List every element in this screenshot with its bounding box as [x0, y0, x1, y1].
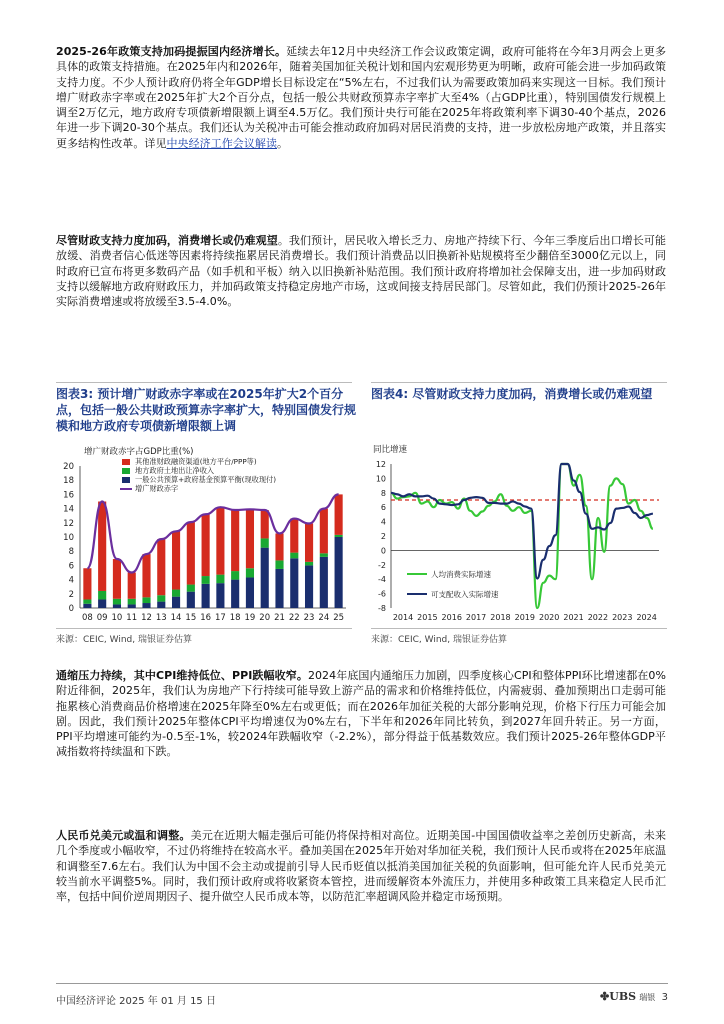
chart3-bar-land — [142, 597, 150, 603]
chart3-bar-land — [113, 599, 121, 605]
chart3-xtick-label: 18 — [229, 613, 241, 623]
chart3-bar-quasi-fiscal — [261, 510, 269, 538]
chart3-ytick-label: 18 — [63, 476, 74, 487]
paragraph-policy-support — [56, 44, 666, 151]
chart3-bar-budget — [142, 603, 150, 608]
chart3-bar-budget — [275, 569, 283, 608]
chart3-bar-land — [305, 562, 313, 566]
footer-publication: 中国经济评论 2025 年 01 月 15 日 — [56, 996, 216, 1007]
footer-right — [600, 990, 668, 1003]
figure3-title: 图表3: 预计增广财政赤字率或在2025年扩大2个百分点，包括一般公共财政预算赤字率扩大，特别国债发行规模和地方政府专项债新增限额上调 — [56, 387, 357, 433]
chart3-bar-budget — [83, 604, 91, 608]
figure4-top-rule — [371, 382, 667, 383]
chart4-ytick-label: 2 — [380, 532, 386, 541]
chart3-bar-quasi-fiscal — [187, 522, 195, 584]
paragraph-end: 。 — [277, 136, 289, 150]
chart4-xtick-label: 2018 — [490, 613, 511, 622]
chart3-bar-land — [83, 599, 91, 603]
chart4-legend-label: 可支配收入实际增速 — [431, 590, 499, 599]
chart3-ytick-label: 20 — [63, 462, 74, 472]
ceconomic-conference-link[interactable]: 中央经济工作会议解读 — [166, 136, 277, 150]
chart3-ytick-label: 0 — [68, 604, 74, 614]
figure4-title: 图表4: 尽管财政支持力度加码，消费增长或仍难观望 — [371, 387, 653, 401]
chart3-legend-label: 地方政府土地出让净收入 — [135, 466, 215, 475]
chart3-bar-budget — [202, 584, 210, 608]
chart3-xtick-label: 25 — [333, 613, 345, 623]
chart4-line-consumption — [391, 464, 653, 608]
chart3-bar-land — [320, 553, 328, 557]
chart3-xtick-label: 12 — [141, 613, 152, 623]
chart3-xtick-label: 11 — [126, 613, 138, 623]
chart3-xtick-label: 16 — [200, 613, 212, 623]
chart3-bar-land — [216, 575, 224, 584]
chart3-ytick-label: 14 — [63, 504, 74, 515]
paragraph-body: 。我们预计，居民收入增长乏力、房地产持续下行、今年三季度后出口增长可能放缓、消费者信心低迷等因素将持续拖累居民消费增长。我们预计消费品以旧换新补贴规模将至少翻倍至3000亿元以上，同时政府已宣布将更多数码产品（如手机和平板）纳入以旧换新补贴范围。我们预计政府将增加社会保障支出，进一步加码财政支持以缓解地方政府财政压力，并加码政策支持稳定房地产市场，这或间接支持居民部门。尽管如此，我们仍预计2025-26年实际消费增速或将放缓至3.5-4.0%。 — [56, 234, 667, 309]
chart3-legend-swatch — [122, 459, 130, 465]
chart3-bar-quasi-fiscal — [231, 510, 239, 571]
chart3-xtick-label: 17 — [214, 613, 226, 623]
chart3-ytick-label: 2 — [68, 589, 74, 600]
paragraph-inflation — [56, 668, 666, 760]
chart3-bar-quasi-fiscal — [157, 539, 165, 595]
chart3-ytick-label: 10 — [63, 533, 74, 543]
chart3-ytick-label: 12 — [63, 518, 74, 529]
chart3-bar-land — [246, 568, 254, 577]
chart4-ytick-label: -6 — [378, 589, 386, 599]
chart3-ylabel: 增广财政赤字占GDP比重(%) — [84, 447, 194, 457]
chart3-bar-budget — [98, 599, 106, 608]
chart3-bar-quasi-fiscal — [216, 507, 224, 574]
figure3-bottom-rule — [56, 628, 352, 629]
chart3-bar-land — [261, 538, 269, 547]
chart4-xtick-label: 2015 — [417, 613, 438, 622]
chart3-bar-quasi-fiscal — [335, 494, 343, 534]
figure3-top-rule — [56, 382, 352, 383]
chart3-bar-land — [335, 535, 343, 537]
paragraph-body: 延续去年12月中央经济工作会议政策定调，政府可能将在今年3月两会上更多具体的政策支持措施。在2025年内和2026年，随着美国加征关税计划和国内宏观形势更为明晰，政府可能会进一步加码政策支持力度。不少人预计政府仍将全年GDP增长目标设定在“5%左右，不过我们认为需要政策加码来实现这一目标。我们预计增广财政赤字率或在2025年扩大2个百分点，包括一般公共财政预算赤字率扩大至4%（占GDP比重），特别国债发行规模上调至2万亿元，地方政府专项债新增限额上调至4.5万亿。我们预计央行可能在2025年将政策利率下调30-40个基点，2026年进一步下调20-30个基点。我们还认为关税冲击可能会推动政府加码对居民消费的支持，进一步放松房地产政策，并且落实更多结构性改革。详见 — [56, 45, 666, 150]
paragraph-body: 美元在近期大幅走强后可能仍将保持相对高位。近期美国-中国国债收益率之差创历史新高，未来几个季度或小幅收窄，不过仍将维持在较高水平。叠加美国在2025年开始对华加征关税，我们预计人民币或将在2025年底温和调整至7.6左右。我们认为中国不会主动或提前引导人民币贬值以抵消美国加征关税的负面影响，但可能允许人民币兑美元较当前水平调整5%。同时，我们预计政府或将收紧资本管控，进而缓解资本外流压力，并使用多种政策工具来稳定人民币汇率，包括中间价逆周期因子、提升做空人民币成本等，以防范汇率超调风险并稳定市场预期。 — [56, 829, 666, 904]
chart4-xtick-label: 2016 — [441, 613, 462, 622]
chart3-bar-quasi-fiscal — [172, 531, 180, 589]
chart3-bar-budget — [187, 592, 195, 608]
footer-rule — [56, 983, 668, 984]
paragraph-consumption — [56, 233, 666, 309]
chart4-ytick-label: -2 — [378, 560, 386, 570]
chart3-bar-quasi-fiscal — [142, 554, 150, 597]
chart3-bar-budget — [246, 577, 254, 608]
chart4-xtick-label: 2022 — [587, 613, 609, 622]
chart3-bar-quasi-fiscal — [246, 509, 254, 568]
chart3-bar-quasi-fiscal — [275, 533, 283, 560]
chart3-legend-swatch — [122, 468, 130, 474]
chart3-legend-swatch — [122, 477, 130, 483]
chart3-bar-budget — [305, 565, 313, 608]
chart3-line-augmented-deficit — [87, 494, 338, 572]
chart3-xtick-label: 23 — [303, 613, 315, 623]
chart4-ytick-label: 0 — [380, 546, 386, 556]
chart3-bar-land — [202, 576, 210, 584]
chart4-ytick-label: 6 — [380, 503, 386, 513]
paragraph-lead: 通缩压力持续，其中CPI维持低位、PPI跌幅收窄。 — [56, 669, 308, 682]
chart4-ytick-label: 8 — [380, 488, 386, 498]
chart3-bar-quasi-fiscal — [290, 519, 298, 553]
chart3-bar-quasi-fiscal — [202, 514, 210, 576]
paragraph-body: 2024年底国内通缩压力加剧，四季度核心CPI和整体PPI环比增速都在0%附近徘徊，2025年，我们认为房地产下行持续可能导致上游产品的需求和价格维持低位，内需疲弱、叠加预期出口走弱可能拖累核心消费商品价格增速在2025年降至0%左右或更低；而在2026年加征关税的大部分影响兑现，价格下行压力可能会加剧。因此，我们预计2025年整体CPI平均增速仅为0%左右，下半年和2026年同比转负，到2027年回升转正。另一方面，PPI平均增速可能约为-0.5至-1%，较2024年跌幅收窄（-2.2%），部分得益于低基数效应。我们预计2025-26年整体GDP平减指数将持续温和下跌。 — [56, 669, 666, 759]
chart3-xtick-label: 24 — [318, 613, 330, 623]
chart4-xtick-label: 2023 — [612, 613, 633, 622]
chart3-bar-quasi-fiscal — [98, 502, 106, 591]
figure3-source: 来源：CEIC, Wind, 瑞银证券估算 — [56, 635, 192, 645]
chart3-bar-budget — [261, 548, 269, 608]
chart3-augmented-deficit — [56, 440, 356, 630]
chart4-ytick-label: -8 — [378, 604, 386, 613]
chart4-xtick-label: 2020 — [539, 613, 560, 622]
paragraph-lead: 人民币兑美元或温和调整。 — [56, 829, 191, 842]
chart4-consumption-income — [371, 440, 671, 630]
chart3-bar-quasi-fiscal — [113, 559, 121, 599]
chart3-bar-budget — [320, 557, 328, 608]
chart4-ylabel: 同比增速 — [373, 445, 408, 455]
chart3-bar-land — [187, 585, 195, 592]
chart3-ytick-label: 4 — [68, 575, 74, 586]
chart3-bar-land — [290, 553, 298, 559]
chart3-ytick-label: 16 — [63, 490, 74, 501]
ubs-logo-cn: 瑞银 — [639, 993, 656, 1002]
chart3-legend-label: 一般公共预算+政府基金预算平衡(现收现付) — [135, 475, 277, 484]
chart3-xtick-label: 22 — [288, 613, 300, 623]
chart4-xtick-label: 2021 — [563, 613, 584, 622]
chart3-bar-quasi-fiscal — [305, 524, 313, 562]
chart3-bar-quasi-fiscal — [83, 568, 91, 599]
chart4-ytick-label: 12 — [375, 460, 386, 469]
chart3-bar-quasi-fiscal — [128, 573, 136, 599]
chart3-bar-land — [128, 599, 136, 605]
chart3-bar-land — [231, 571, 239, 580]
ubs-logo-text: UBS — [609, 990, 637, 1003]
chart4-ytick-label: 4 — [380, 517, 386, 527]
figure4-source: 来源：CEIC, Wind, 瑞银证券估算 — [371, 635, 507, 645]
chart3-bar-budget — [113, 604, 121, 608]
chart3-xtick-label: 15 — [185, 613, 197, 623]
chart3-bar-land — [172, 590, 180, 597]
chart3-bar-land — [98, 591, 106, 600]
chart4-ytick-label: -4 — [378, 575, 386, 585]
chart3-xtick-label: 09 — [96, 613, 108, 623]
chart3-bar-budget — [172, 597, 180, 608]
chart4-xtick-label: 2019 — [514, 613, 535, 622]
chart3-legend-label: 增广财政赤字 — [135, 484, 179, 493]
chart3-legend-label: 其他准财政融资渠道(地方平台/PPP等) — [135, 457, 257, 466]
chart4-xtick-label: 2024 — [636, 613, 657, 622]
figure4-bottom-rule — [371, 628, 667, 629]
chart3-ytick-label: 6 — [68, 561, 74, 572]
chart3-bar-budget — [216, 583, 224, 608]
chart3-bar-budget — [335, 537, 343, 608]
chart3-xtick-label: 10 — [111, 613, 123, 623]
chart3-bar-quasi-fiscal — [320, 509, 328, 554]
chart3-bar-land — [157, 595, 165, 601]
chart3-xtick-label: 19 — [244, 613, 256, 623]
paragraph-lead: 尽管财政支持力度加码，消费增长或仍难观望 — [56, 234, 278, 247]
chart4-xtick-label: 2014 — [392, 613, 414, 622]
chart3-bar-land — [275, 560, 283, 569]
paragraph-lead: 2025-26年政策支持加码提振国内经济增长。 — [56, 45, 287, 58]
chart3-xtick-label: 14 — [170, 613, 182, 623]
chart3-bar-budget — [128, 604, 136, 608]
chart3-bar-budget — [157, 602, 165, 608]
chart3-xtick-label: 08 — [81, 613, 93, 623]
paragraph-rmb — [56, 828, 666, 904]
chart4-legend-label: 人均消费实际增速 — [431, 570, 491, 579]
chart3-bar-budget — [290, 558, 298, 608]
chart3-ytick-label: 8 — [68, 547, 74, 558]
chart3-xtick-label: 13 — [155, 613, 167, 623]
page-number: 3 — [661, 992, 668, 1003]
chart3-xtick-label: 20 — [259, 613, 271, 623]
chart3-xtick-label: 21 — [274, 613, 285, 623]
ubs-logo: ✤UBS — [600, 990, 637, 1003]
chart4-ytick-label: 10 — [375, 474, 386, 484]
chart3-bar-budget — [231, 580, 239, 608]
chart4-xtick-label: 2017 — [465, 613, 487, 622]
